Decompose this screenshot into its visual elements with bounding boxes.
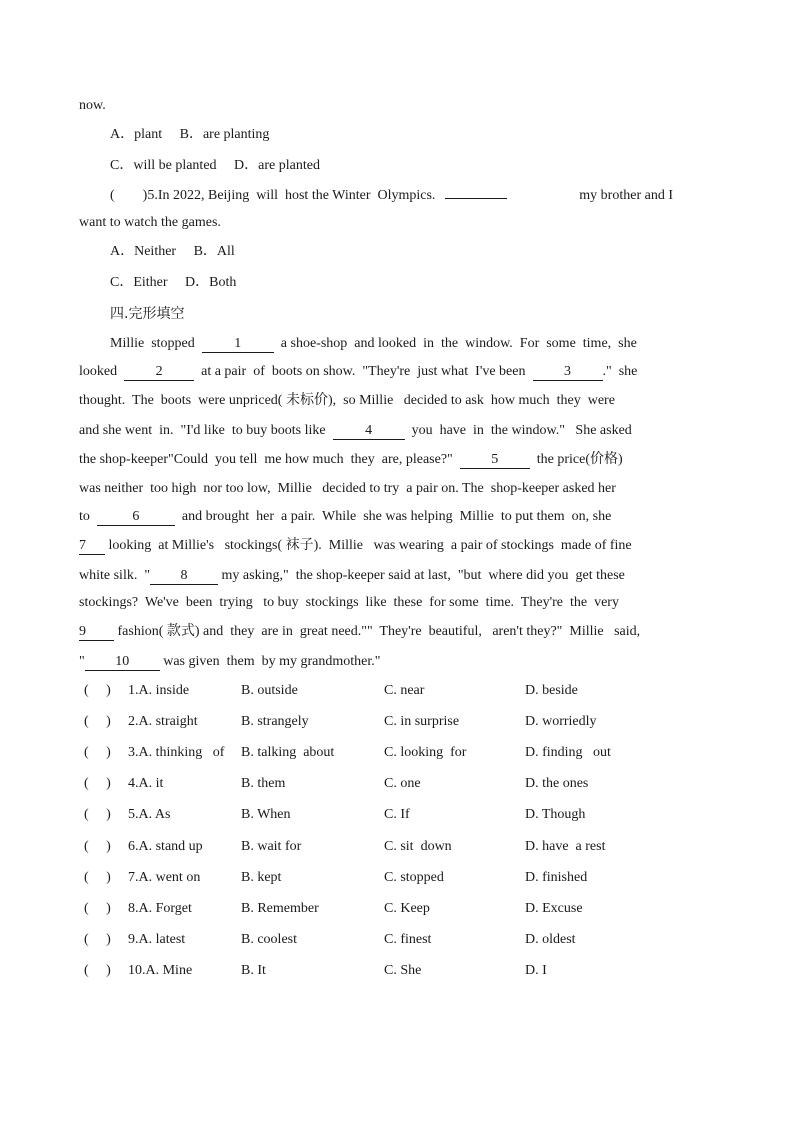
option-d: D．Both xyxy=(185,275,237,290)
q5-options-row-2 xyxy=(110,273,673,293)
cloze-blank-10: 10 xyxy=(85,654,160,671)
option-c: C．will be planted xyxy=(110,158,217,173)
option-d: D. Excuse xyxy=(525,900,583,916)
option-b: B. Remember xyxy=(241,900,319,916)
option-a: 7.A. went on xyxy=(128,869,201,885)
passage-text: fashion( 款式) and they are in great need."" They're beautiful, aren't they?" Millie said, xyxy=(114,624,641,639)
option-d: D. the ones xyxy=(525,776,589,792)
passage-text: at a pair of boots on show. "They're just what I've been xyxy=(194,364,533,379)
option-d: D. finished xyxy=(525,869,588,885)
passage-text: to xyxy=(79,509,97,524)
option-a: 3.A. thinking of xyxy=(128,745,225,761)
option-b: B. them xyxy=(241,776,286,792)
passage-text: looked xyxy=(79,364,125,379)
option-a: 1.A. inside xyxy=(128,683,190,698)
cloze-blank-1: 1 xyxy=(202,336,274,353)
option-c: C. sit down xyxy=(384,838,452,854)
option-d: D. Though xyxy=(525,807,586,823)
passage-text: Millie stopped xyxy=(110,336,202,351)
passage-line-11 xyxy=(79,622,673,642)
passage-text: was neither too high nor too low, Millie decided to try a pair on. The shop-keeper asked her xyxy=(79,481,616,496)
section-title: 四.完形填空 xyxy=(110,306,185,322)
option-d: D. I xyxy=(525,962,547,978)
option-c: C．Either xyxy=(110,275,168,290)
option-a: 6.A. stand up xyxy=(128,838,203,854)
option-b: B．All xyxy=(193,244,235,259)
option-a: 5.A. As xyxy=(128,807,171,823)
option-d: D. beside xyxy=(525,683,578,698)
option-c: C. in surprise xyxy=(384,714,460,730)
option-a: 9.A. latest xyxy=(128,931,186,947)
option-a: A．plant xyxy=(110,127,163,142)
passage-text: and she went in. "I'd like to buy boots like xyxy=(79,423,333,438)
option-d: D. finding out xyxy=(525,745,611,761)
passage-line-6 xyxy=(79,479,673,499)
q4-options-row-1 xyxy=(110,125,673,145)
option-b: B. wait for xyxy=(241,838,302,854)
passage-line-7 xyxy=(79,507,673,527)
answer-bracket: ( ) xyxy=(84,931,111,947)
q5-stem: ( )5.In 2022, Beijing will host the Winter Olympics. xyxy=(110,188,436,203)
option-d: D．are planted xyxy=(234,158,320,173)
cloze-blank-2: 2 xyxy=(124,364,194,381)
cloze-blank-9: 9 xyxy=(79,624,114,641)
option-c: C. She xyxy=(384,962,422,978)
passage-text: looking at Millie's stockings( 袜子). Millie was wearing a pair of stockings made of fine xyxy=(105,538,632,553)
passage-line-12 xyxy=(79,652,673,672)
option-a: A．Neither xyxy=(110,244,177,259)
passage-text: " xyxy=(79,654,85,669)
option-b: B. strangely xyxy=(241,714,309,730)
cloze-blank-7: 7 xyxy=(79,538,105,555)
answer-bracket: ( ) xyxy=(84,714,111,730)
q5-answer-blank xyxy=(445,198,507,199)
option-d: D. oldest xyxy=(525,931,576,947)
passage-line-5 xyxy=(79,450,673,470)
passage-text: was given them by my grandmother." xyxy=(159,654,381,669)
option-c: C. looking for xyxy=(384,745,467,761)
q4-options-row-2 xyxy=(110,156,673,176)
passage-text: the shop-keeper"Could you tell me how much they are, please?" xyxy=(79,452,460,467)
option-c: C. stopped xyxy=(384,869,444,885)
passage-text: a shoe-shop and looked in the window. For some time, she xyxy=(273,336,637,351)
answer-bracket: ( ) xyxy=(84,838,111,854)
option-b: B．are planting xyxy=(179,127,270,142)
option-b: B. kept xyxy=(241,869,282,885)
answer-bracket: ( ) xyxy=(84,869,111,885)
passage-text: ." she xyxy=(602,364,638,379)
passage-line-9 xyxy=(79,566,673,586)
answer-bracket: ( ) xyxy=(84,807,111,823)
passage-text: white silk. " xyxy=(79,568,151,583)
question-5 xyxy=(110,186,673,206)
option-a: 8.A. Forget xyxy=(128,900,192,916)
option-d: D. worriedly xyxy=(525,714,597,730)
cloze-blank-3: 3 xyxy=(533,364,603,381)
option-d: D. have a rest xyxy=(525,838,606,854)
passage-text: my asking," the shop-keeper said at last, "but where did you get these xyxy=(218,568,625,583)
answer-bracket: ( ) xyxy=(84,683,111,698)
passage-line-2 xyxy=(79,362,673,382)
passage-text: you have in the window." She asked xyxy=(404,423,632,438)
cloze-blank-4: 4 xyxy=(333,423,405,440)
option-c: C. Keep xyxy=(384,900,430,916)
passage-line-8 xyxy=(79,536,673,556)
option-a: 10.A. Mine xyxy=(128,962,193,978)
answer-bracket: ( ) xyxy=(84,900,111,916)
option-c: C. If xyxy=(384,807,410,823)
cloze-blank-8: 8 xyxy=(150,568,218,585)
option-b: B. coolest xyxy=(241,931,297,947)
passage-line-1 xyxy=(110,334,673,354)
cloze-blank-5: 5 xyxy=(460,452,530,469)
previous-question-continuation: now. xyxy=(79,98,106,113)
q5-stem-end: my brother and I xyxy=(579,188,673,203)
answer-bracket: ( ) xyxy=(84,962,111,978)
option-b: B. outside xyxy=(241,683,298,698)
option-c: C. finest xyxy=(384,931,432,947)
cloze-blank-6: 6 xyxy=(97,509,175,526)
option-a: 2.A. straight xyxy=(128,714,198,730)
option-b: B. When xyxy=(241,807,291,823)
answer-bracket: ( ) xyxy=(84,776,111,792)
passage-line-4 xyxy=(79,421,673,441)
passage-text: and brought her a pair. While she was helping Millie to put them on, she xyxy=(174,509,612,524)
option-a: 4.A. it xyxy=(128,776,164,792)
passage-text: stockings? We've been trying to buy stockings like these for some time. They're the very xyxy=(79,595,619,610)
passage-text: the price(价格) xyxy=(529,452,623,467)
option-b: B. It xyxy=(241,962,266,978)
question-5-line-2: want to watch the games. xyxy=(79,215,221,230)
option-b: B. talking about xyxy=(241,745,335,761)
passage-text: thought. The boots were unpriced( 未标价), so Millie decided to ask how much they were xyxy=(79,393,615,408)
answer-bracket: ( ) xyxy=(84,745,111,761)
passage-line-3 xyxy=(79,391,673,411)
q5-options-row-1 xyxy=(110,242,673,262)
passage-line-10 xyxy=(79,593,673,613)
option-c: C. one xyxy=(384,776,421,792)
option-c: C. near xyxy=(384,683,425,698)
